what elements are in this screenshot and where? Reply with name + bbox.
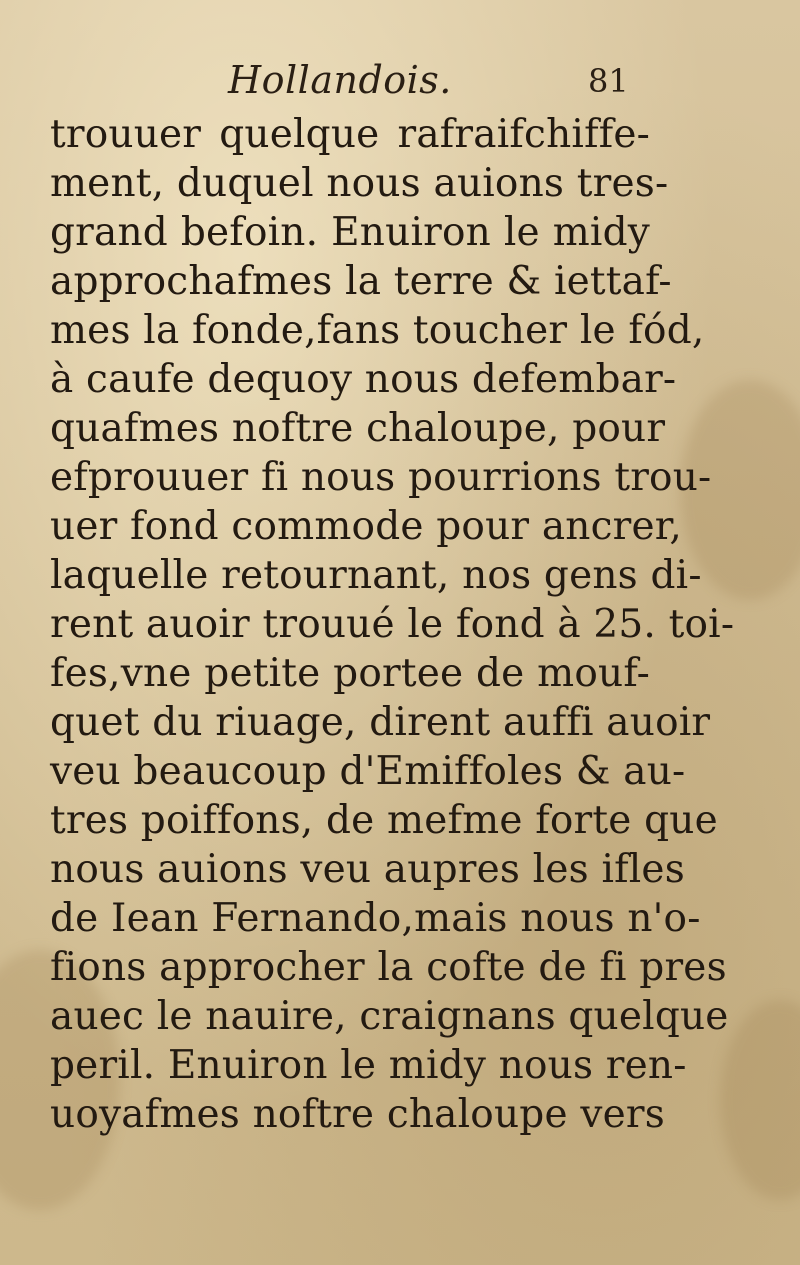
text-line: uoyafmes noftre chaloupe vers [50,1092,665,1137]
page-header [0,58,800,108]
body-text [50,110,735,1139]
text-line: rent auoir trouué le fond à 25. toi- [50,602,735,647]
text-line: auec le nauire, craignans quelque [50,994,729,1039]
text-line: laquelle retournant, nos gens di- [50,553,702,598]
text-line: uer fond commode pour ancrer, [50,504,682,549]
text-line: approchafmes la terre & iettaf- [50,259,672,304]
running-head: Hollandois. [228,58,452,102]
page-number: 81 [588,62,629,100]
text-line: quet du riuage, dirent auffi auoir [50,700,711,745]
text-line: peril. Enuiron le midy nous ren- [50,1043,687,1088]
text-line: fes,vne petite portee de mouf- [50,651,650,696]
text-line: mes la fonde,fans toucher le fód, [50,308,705,353]
text-line: de Iean Fernando,mais nous n'o- [50,896,701,941]
text-line: efprouuer fi nous pourrions trou- [50,455,712,500]
text-line: fions approcher la cofte de fi pres [50,945,727,990]
text-line: trouuer quelque rafraifchiffe- [50,112,650,157]
paper-stain [720,1000,800,1200]
text-line: ment, duquel nous auions tres- [50,161,669,206]
text-line: tres poiffons, de mefme forte que [50,798,718,843]
text-line: à caufe dequoy nous defembar- [50,357,677,402]
text-line: quafmes noftre chaloupe, pour [50,406,666,451]
text-line: veu beaucoup d'Emiffoles & au- [50,749,686,794]
text-line: grand befoin. Enuiron le midy [50,210,650,255]
text-line: nous auions veu aupres les ifles [50,847,685,892]
